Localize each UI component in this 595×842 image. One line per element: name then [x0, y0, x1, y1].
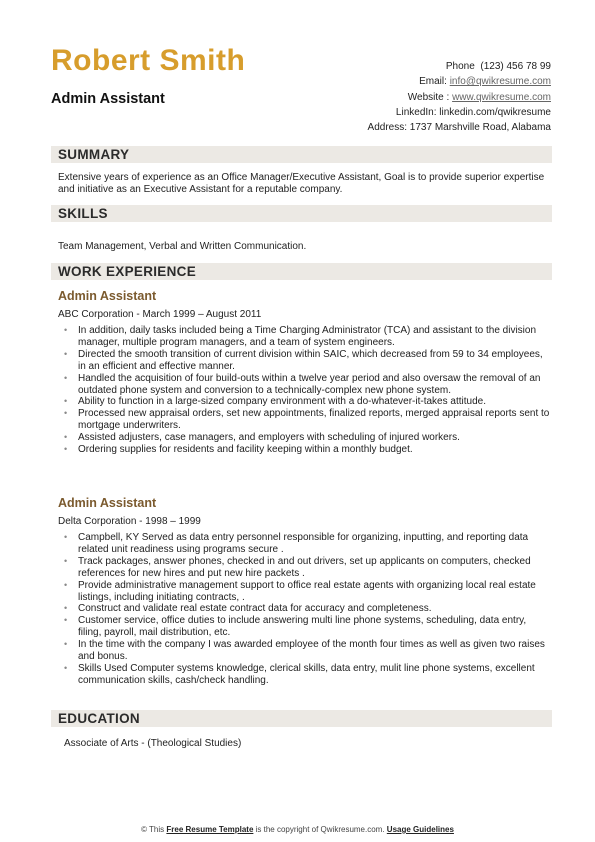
list-item: • In addition, daily tasks included being a Time Charging Administrator (TCA) and assistant to the division manager, multiple program managers, and a team of system engineers.: [58, 325, 552, 349]
contact-linkedin: [368, 105, 551, 120]
footer-prefix: © This: [141, 825, 165, 834]
list-item: • Campbell, KY Served as data entry personnel responsible for organizing, inputting, and reporting data related unit readiness using programs secure .: [58, 532, 552, 556]
skills-heading: SKILLS: [58, 206, 108, 221]
list-item: • Processed new appraisal orders, set new appointments, finalized reports, merged appraisal reports sent to mortgage underwriters.: [58, 408, 552, 432]
website-label: Website :: [407, 91, 450, 103]
education-text: Associate of Arts - (Theological Studies): [64, 738, 242, 749]
list-item: • Provide administrative management support to office real estate agents with organizing local real estate listings, including initiating contracts, .: [58, 580, 552, 604]
linkedin-value: linkedin.com/qwikresume: [439, 106, 551, 118]
address-label: Address:: [367, 122, 408, 134]
linkedin-label: LinkedIn:: [395, 106, 437, 118]
contact-address: [368, 120, 551, 135]
list-item: • Customer service, office duties to include answering multi line phone systems, scheduling, data entry, filing, payroll, mail distribution, etc.: [58, 615, 552, 639]
address-value: 1737 Marshville Road, Alabama: [409, 122, 551, 134]
phone-value: (123) 456 78 99: [480, 61, 551, 72]
list-item: • Handled the acquisition of four build-outs within a twelve year period and also oversaw the removal of an outdated phone system and conversion to a technically-complex new phone system.: [58, 373, 552, 397]
job-title-heading: Admin Assistant: [51, 91, 165, 107]
contact-phone: [368, 59, 551, 74]
job-2-bullets: [58, 532, 552, 687]
job-2-title: Admin Assistant: [58, 496, 157, 510]
list-item: • Ordering supplies for residents and facility keeping within a monthly budget.: [58, 444, 552, 456]
skills-section-bar: [51, 205, 552, 222]
education-heading: EDUCATION: [58, 711, 140, 726]
email-link[interactable]: info@qwikresume.com: [449, 76, 551, 88]
list-item: • Directed the smooth transition of current division within SAIC, which decreased from 59 to 34 employees, in an efficient and effective manner.: [58, 349, 552, 373]
list-item: • Construct and validate real estate contract data for accuracy and completeness.: [58, 603, 552, 615]
contact-website: [368, 90, 551, 105]
footer: [0, 825, 595, 834]
skills-text: Team Management, Verbal and Written Communication.: [58, 241, 307, 252]
usage-guidelines-link[interactable]: Usage Guidelines: [386, 825, 454, 834]
summary-text: Extensive years of experience as an Office Manager/Executive Assistant, Goal is to provide superior expertise and initiative as an Executive Assistant for a reputable company.: [58, 172, 545, 195]
education-section-bar: [51, 710, 552, 727]
candidate-name: Robert Smith: [51, 44, 246, 77]
contact-email: [368, 74, 551, 89]
website-link[interactable]: www.qwikresume.com: [452, 91, 551, 103]
job-2-company: Delta Corporation - 1998 – 1999: [58, 516, 201, 527]
footer-middle: is the copyright of Qwikresume.com.: [255, 825, 385, 834]
summary-section-bar: [51, 146, 552, 163]
list-item: • Assisted adjusters, case managers, and employers with scheduling of injured workers.: [58, 432, 552, 444]
experience-heading: WORK EXPERIENCE: [58, 264, 197, 279]
experience-section-bar: [51, 263, 552, 280]
contact-block: [368, 59, 551, 135]
free-resume-template-link[interactable]: Free Resume Template: [166, 825, 254, 834]
summary-heading: SUMMARY: [58, 147, 130, 162]
phone-label: Phone: [445, 61, 475, 72]
job-1-title: Admin Assistant: [58, 289, 157, 303]
list-item: • Ability to function in a large-sized company environment with a do-whatever-it-takes attitude.: [58, 396, 552, 408]
list-item: • In the time with the company I was awarded employee of the month four times as well as given two raises and bonus.: [58, 639, 552, 663]
job-1-bullets: [58, 325, 552, 456]
list-item: • Track packages, answer phones, checked in and out drivers, set up applicants on computers, checked references for new hires and put new hire packets .: [58, 556, 552, 580]
email-label: Email:: [419, 76, 447, 88]
job-1-company: ABC Corporation - March 1999 – August 2011: [58, 309, 262, 320]
list-item: • Skills Used Computer systems knowledge, clerical skills, data entry, mulit line phone systems, excellent communication skills, cash/check handling.: [58, 663, 552, 687]
